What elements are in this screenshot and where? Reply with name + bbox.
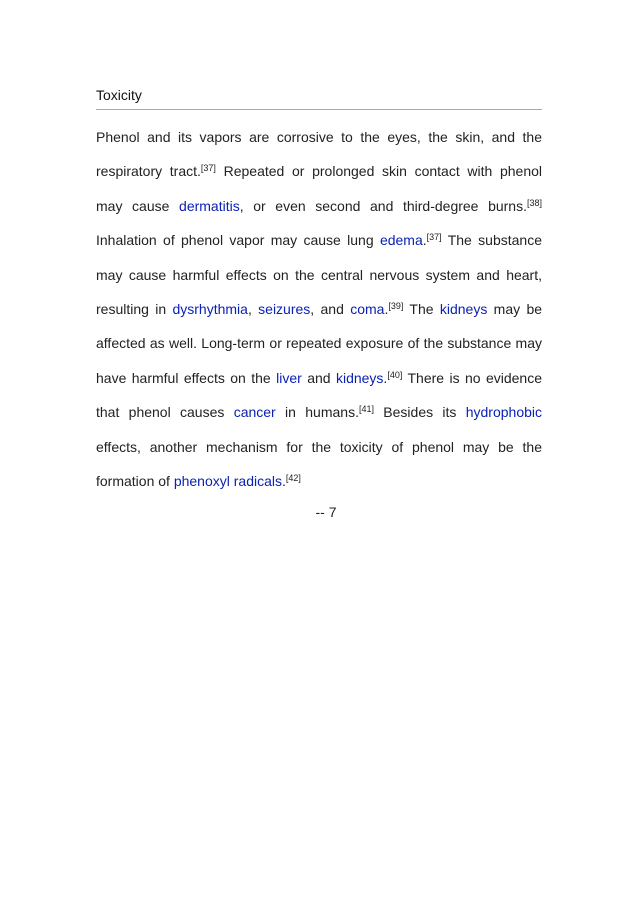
text-run: Repeated or prolonged skin contact with phenol may cause — [96, 163, 543, 214]
text-run: and — [301, 369, 336, 386]
section-heading: Toxicity — [96, 86, 542, 110]
citation-41[interactable]: [41] — [358, 404, 374, 415]
link-phenoxyl-radicals[interactable]: phenoxyl radicals — [173, 473, 282, 490]
text-run: may be affected as well. Long-term or repeated exposure of the substance may have harmful effects on the — [96, 301, 543, 386]
text-run: There is no evidence that phenol causes — [96, 369, 542, 421]
text-run: , — [247, 301, 259, 318]
link-edema[interactable]: edema — [379, 232, 423, 249]
link-dermatitis[interactable]: dermatitis — [179, 197, 240, 214]
text-run: . — [422, 232, 427, 249]
text-run: in humans. — [275, 404, 359, 421]
text-run: , or even second and third-degree burns. — [239, 197, 527, 214]
text-run: The — [403, 301, 440, 318]
text-run: The substance may cause harmful effects on the central nervous system and heart, resulting in — [96, 232, 542, 318]
text-run: , and — [310, 301, 351, 318]
citation-40[interactable]: [40] — [387, 369, 403, 380]
link-hydrophobic[interactable]: hydrophobic — [465, 404, 543, 421]
link-coma[interactable]: coma — [350, 301, 385, 318]
text-run: Phenol and its vapors are corrosive to the eyes, the skin, and the respiratory tract. — [96, 129, 542, 180]
text-run: Inhalation of phenol vapor may cause lung — [96, 232, 380, 249]
link-kidneys[interactable]: kidneys — [439, 301, 488, 318]
link-cancer[interactable]: cancer — [233, 404, 276, 421]
text-run: . — [383, 369, 388, 386]
link-seizures[interactable]: seizures — [258, 301, 311, 318]
citation-42[interactable]: [42] — [285, 473, 301, 484]
text-run: . — [384, 301, 389, 318]
link-kidneys-second[interactable]: kidneys — [335, 369, 384, 386]
text-run: . — [282, 473, 286, 490]
citation-37[interactable]: [37] — [200, 163, 216, 174]
citation-38[interactable]: [38] — [526, 197, 542, 208]
link-dysrhythmia[interactable]: dysrhythmia — [172, 301, 248, 318]
text-run: Besides its — [373, 404, 466, 421]
text-run: effects, another mechanism for the toxicity of phenol may be the formation of — [96, 438, 542, 490]
citation-39[interactable]: [39] — [388, 301, 404, 312]
toxicity-paragraph — [96, 120, 542, 498]
page-number: -- 7 — [315, 504, 337, 520]
link-liver[interactable]: liver — [276, 369, 302, 386]
citation-37-second[interactable]: [37] — [426, 232, 442, 243]
